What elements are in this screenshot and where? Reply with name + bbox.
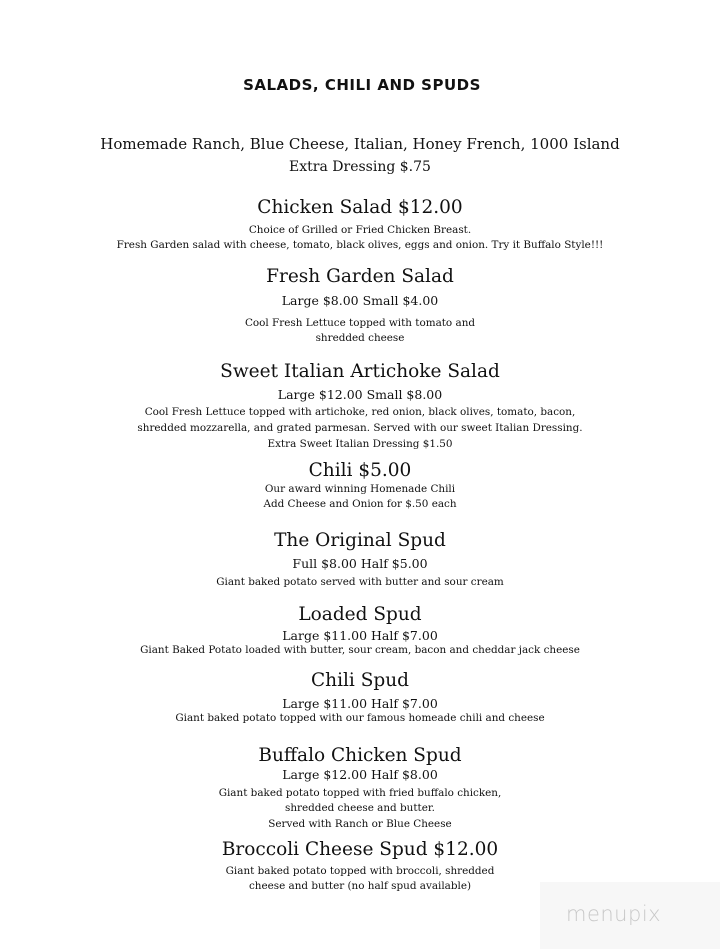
broccoli-spud-description: cheese and butter (no half spud available) [248,880,472,892]
artichoke-salad-title: Sweet Italian Artichoke Salad [220,361,500,382]
garden-salad-description: Cool Fresh Lettuce topped with tomato and [244,317,476,329]
original-spud-description: Giant baked potato served with butter and sour cream [216,576,504,588]
chili-spud-description: Giant baked potato topped with our famous homeade chili and cheese [175,712,545,724]
buffalo-spud-description: shredded cheese and butter. [285,802,435,814]
garden-salad-price: Large $8.00 Small $4.00 [281,293,439,308]
artichoke-salad-description: Cool Fresh Lettuce topped with artichoke, red onion, black olives, tomato, bacon, [144,406,576,418]
buffalo-spud-price: Large $12.00 Half $8.00 [282,767,438,782]
buffalo-spud-description: Giant baked potato topped with fried buffalo chicken, [218,787,502,799]
extra-dressing-price: Extra Dressing $.75 [289,159,431,175]
chili-title: Chili $5.00 [308,460,412,481]
artichoke-salad-price: Large $12.00 Small $8.00 [277,387,443,402]
chili-spud-price: Large $11.00 Half $7.00 [282,696,438,711]
loaded-spud-title: Loaded Spud [298,604,422,625]
buffalo-spud-sauce: Served with Ranch or Blue Cheese [268,818,452,830]
loaded-spud-price: Large $11.00 Half $7.00 [282,628,438,643]
artichoke-salad-description: shredded mozzarella, and grated parmesan. Served with our sweet Italian Dressing. [137,422,583,434]
original-spud-price: Full $8.00 Half $5.00 [292,556,428,571]
chicken-salad-description: Choice of Grilled or Fried Chicken Breast. [248,224,472,236]
chili-description: Our award winning Homenade Chili [264,483,456,495]
chili-spud-title: Chili Spud [311,670,409,691]
loaded-spud-description: Giant Baked Potato loaded with butter, sour cream, bacon and cheddar jack cheese [140,644,580,656]
garden-salad-title: Fresh Garden Salad [266,266,454,287]
chicken-salad-title: Chicken Salad $12.00 [257,197,463,218]
garden-salad-description: shredded cheese [315,332,405,344]
broccoli-spud-title: Broccoli Cheese Spud $12.00 [221,839,499,860]
buffalo-spud-title: Buffalo Chicken Spud [258,745,462,766]
artichoke-salad-dressing-price: Extra Sweet Italian Dressing $1.50 [267,438,453,450]
broccoli-spud-description: Giant baked potato topped with broccoli, shredded [225,865,495,877]
original-spud-title: The Original Spud [274,530,446,551]
menupix-watermark: menupix [566,902,662,926]
chicken-salad-description: Fresh Garden salad with cheese, tomato, black olives, eggs and onion. Try it Buffalo Style!!! [116,239,604,251]
page-title: SALADS, CHILI AND SPUDS [243,76,481,94]
dressing-list: Homemade Ranch, Blue Cheese, Italian, Honey French, 1000 Island [100,135,620,153]
chili-addon: Add Cheese and Onion for $.50 each [263,498,457,510]
